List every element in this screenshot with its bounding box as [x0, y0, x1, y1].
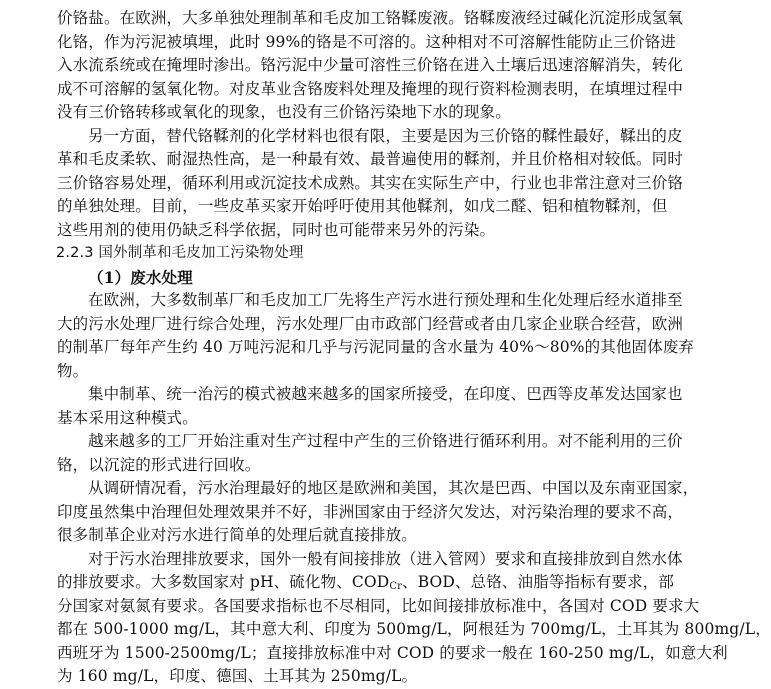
paragraph-discharge-standards [57, 548, 771, 689]
text-line: 成不可溶解的氢氧化物。对皮革业含铬废料处理及掩埋的现行资料检测表明，在填埋过程中 [57, 79, 684, 98]
text-segment: 的排放要求。大多数国家对 pH、硫化物、COD [57, 573, 390, 591]
paragraph-survey-results [57, 477, 699, 548]
text-line: 越来越多的工厂开始注重对生产过程中产生的三价铬进行循环利用。对不能利用的三价 [88, 432, 683, 450]
cod-subscript: Cr [389, 581, 403, 592]
text-line: 入水流系统或在掩埋时渗出。铬污泥中少量可溶性三价铬在进入土壤后迅速溶解消失，转化 [57, 56, 684, 74]
text-line: 的制革厂每年产生约 40 万吨污泥和几乎与污泥同量的含水量为 40%～80%的其他固体废弃 [57, 338, 695, 356]
text-line: 价铬盐。在欧洲，大多单独处理制革和毛皮加工铬鞣废液。铬鞣废液经过碱化沉淀形成氢氧 [57, 9, 684, 27]
text-line: 没有三价铬转移或氧化的现象，也没有三价铬污染地下水的现象。 [57, 103, 511, 121]
text-line: 印度虽然集中治理但处理效果并不好，非洲国家由于经济欠发达，对污染治理的要求不高， [57, 502, 684, 521]
text-line: 从调研情况看，污水治理最好的地区是欧洲和美国，其次是巴西、中国以及东南亚国家， [88, 479, 699, 497]
text-line: 物。 [57, 361, 89, 380]
section-heading: 2.2.3 国外制革和毛皮加工污染物处理 [56, 245, 304, 261]
text-segment: 、BOD、总铬、油脂等指标有要求，部 [402, 573, 675, 591]
paragraph-tanning-agents [57, 125, 684, 243]
text-line: 化铬，作为污泥被填埋，此时 99%的铬是不可溶的。这种相对不可溶解性能防止三价铬进 [57, 32, 677, 51]
paragraph-europe-treatment [57, 289, 695, 383]
text-line: 铬，以沉淀的形式进行回收。 [57, 455, 261, 474]
text-line: 这些用剂的使用仍缺乏科学依据，同时也可能带来另外的污染。 [57, 220, 496, 239]
paragraph-chromium-recycling [57, 430, 683, 477]
text-line: 都在 500-1000 mg/L，其中意大利、印度为 500mg/L，阿根廷为 700mg/L，土耳其为 800mg/L， [57, 620, 771, 638]
text-line: 分国家对氨氮有要求。各国要求指标也不尽相同，比如间接排放标准中，各国对 COD 要求大 [57, 596, 700, 615]
text-line: 为 160 mg/L，印度、德国、土耳其为 250mg/L。 [57, 667, 418, 685]
text-line: 大的污水处理厂进行综合处理，污水处理厂由市政部门经营或者由几家企业联合经营，欧洲 [57, 314, 684, 333]
paragraph-chromium-landfill [57, 7, 684, 125]
paragraph-centralized-model [57, 383, 683, 430]
text-line: 的单独处理。目前，一些皮革买家开始呼吁使用其他鞣剂，如戊二醛、铝和植物鞣剂，但 [57, 197, 668, 215]
text-line: 革和毛皮柔软、耐湿热性高，是一种最有效、最普遍使用的鞣剂，并且价格相对较低。同时 [57, 150, 684, 168]
text-line: 对于污水治理排放要求，国外一般有间接排放（进入管网）要求和直接排放到自然水体 [88, 549, 683, 568]
text-line [57, 571, 675, 595]
text-line: 基本采用这种模式。 [57, 408, 198, 427]
text-line: 很多制革企业对污水进行简单的处理后就直接排放。 [57, 526, 417, 544]
text-line: 三价铬容易处理，循环利用或沉淀技术成熟。其实在实际生产中，行业也非常注意对三价铬 [57, 173, 684, 192]
text-line: 另一方面，替代铬鞣剂的化学材料也很有限，主要是因为三价铬的鞣性最好，鞣出的皮 [88, 126, 683, 145]
text-line: 西班牙为 1500-2500mg/L；直接排放标准中对 COD 的要求一般在 160-250 mg/L，如意大利 [57, 643, 728, 662]
text-line: 集中制革、统一治污的模式被越来越多的国家所接受，在印度、巴西等皮革发达国家也 [88, 385, 683, 403]
text-line: 在欧洲，大多数制革厂和毛皮加工厂先将生产污水进行预处理和生化处理后经水道排至 [88, 291, 683, 309]
subsection-heading: （1）废水处理 [88, 267, 193, 287]
